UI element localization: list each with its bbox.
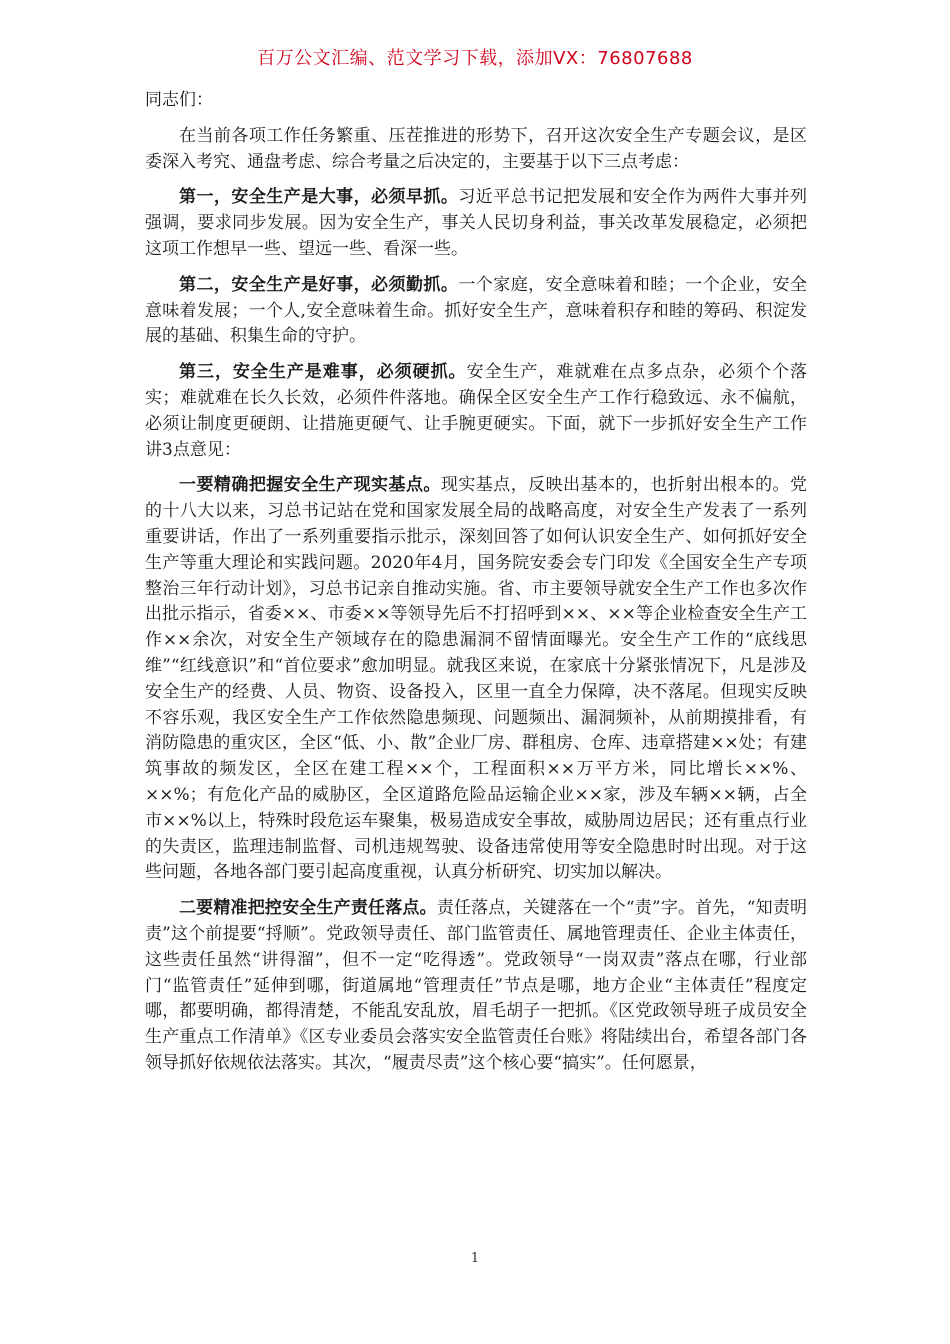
paragraph-intro xyxy=(145,124,807,176)
paragraph-opinion-1 xyxy=(145,473,807,886)
salutation: 同志们： xyxy=(145,90,213,110)
paragraph-text: 习近平总书记把发展和安全作为两件大事并列强调，要求同步发展。因为安全生产，事关人民切身利益，事关改革发展稳定，必须把这项工作想早一些、望远一些、看深一些。 xyxy=(145,187,808,259)
paragraph-text: 安全生产，难就难在点多点杂，必须个个落实；难就难在长久长效，必须件件落地。确保全区安全生产工作行稳致远、永不偏航，必须让制度更硬朗、让措施更硬气、让手腕更硬实。下面，就下一步抓好安全生产工作讲3点意见： xyxy=(145,362,808,460)
paragraph-text: 在当前各项工作任务繁重、压茬推进的形势下，召开这次安全生产专题会议，是区委深入考究、通盘考虑、综合考量之后决定的，主要基于以下三点考虑： xyxy=(145,125,807,172)
paragraph-text: 现实基点，反映出基本的，也折射出根本的。党的十八大以来，习总书记站在党和国家发展全局的战略高度，对安全生产发表了一系列重要讲话，作出了一系列重要指示批示，深刻回答了如何认识安全生产、如何抓好安全生产等重大理论和实践问题。2020年4月，国务院安委会专门印发《全国安全生产专项整治三年行动计划》，习总书记亲自推动实施。省、市主要领导就安全生产工作也多次作出批示指示，省委××、市委××等领导先后不打招呼到××、××等企业检查安全生产工作××余次，对安全生产领域存在的隐患漏洞不留情面曝光。安全生产工作的“底线思维”“红线意识”和“首位要求”愈加明显。就我区来说，在家底十分紧张情况下，凡是涉及安全生产的经费、人员、物资、设备投入，区里一直全力保障，决不落尾。但现实反映不容乐观，我区安全生产工作依然隐患频现、问题频出、漏洞频补，从前期摸排看，有消防隐患的重灾区，全区“低、小、散”企业厂房、群租房、仓库、违章搭建××处；有建筑事故的频发区，全区在建工程××个，工程面积××万平方米，同比增长××%、××%；有危化产品的威胁区，全区道路危险品运输企业××家，涉及车辆××辆，占全市××%以上，特殊时段危运车聚集，极易造成安全事故，威胁周边居民；还有重点行业的失责区，监理违制监督、司机违规驾驶、设备违常使用等安全隐患时时出现。对于这些问题，各地各部门要引起高度重视，认真分析研究、切实加以解决。 xyxy=(145,475,808,883)
paragraph-text: 一个家庭，安全意味着和睦；一个企业，安全意味着发展；一个人,安全意味着生命。抓好安全生产，意味着积存和睦的筹码、积淀发展的基础、积集生命的守护。 xyxy=(145,274,808,347)
paragraph-lead: 第一，安全生产是大事，必须早抓。 xyxy=(179,187,459,208)
paragraph-point-2 xyxy=(145,273,807,350)
paragraph-lead: 第二，安全生产是好事，必须勤抓。 xyxy=(179,274,459,295)
paragraph-text: 责任落点，关键落在一个“责”字。首先，“知责明责”这个前提要“捋顺”。党政领导责任、部门监管责任、属地管理责任、企业主体责任，这些责任虽然“讲得溜”，但不一定“吃得透”。党政领导“一岗双责”落点在哪，行业部门“监管责任”延伸到哪，街道属地“管理责任”节点是哪，地方企业“主体责任”程度定哪，都要明确，都得清楚，不能乱安乱放，眉毛胡子一把抓。《区党政领导班子成员安全生产重点工作清单》《区专业委员会落实安全监管责任台账》将陆续出台，希望各部门各领导抓好依规依法落实。其次，“履责尽责”这个核心要“搞实”。任何愿景， xyxy=(145,898,808,1073)
document-body xyxy=(145,88,807,1087)
paragraph-point-3 xyxy=(145,360,807,463)
paragraph-lead: 第三，安全生产是难事，必须硬抓。 xyxy=(179,362,467,383)
paragraph-lead: 一要精确把握安全生产现实基点。 xyxy=(179,475,441,496)
paragraph-lead: 二要精准把控安全生产责任落点。 xyxy=(179,898,437,919)
promo-banner: 百万公文汇编、范文学习下载，添加VX：76807688 xyxy=(257,48,693,69)
paragraph-opinion-2 xyxy=(145,896,807,1077)
page-number: 1 xyxy=(470,1251,480,1266)
paragraph-point-1 xyxy=(145,185,807,262)
